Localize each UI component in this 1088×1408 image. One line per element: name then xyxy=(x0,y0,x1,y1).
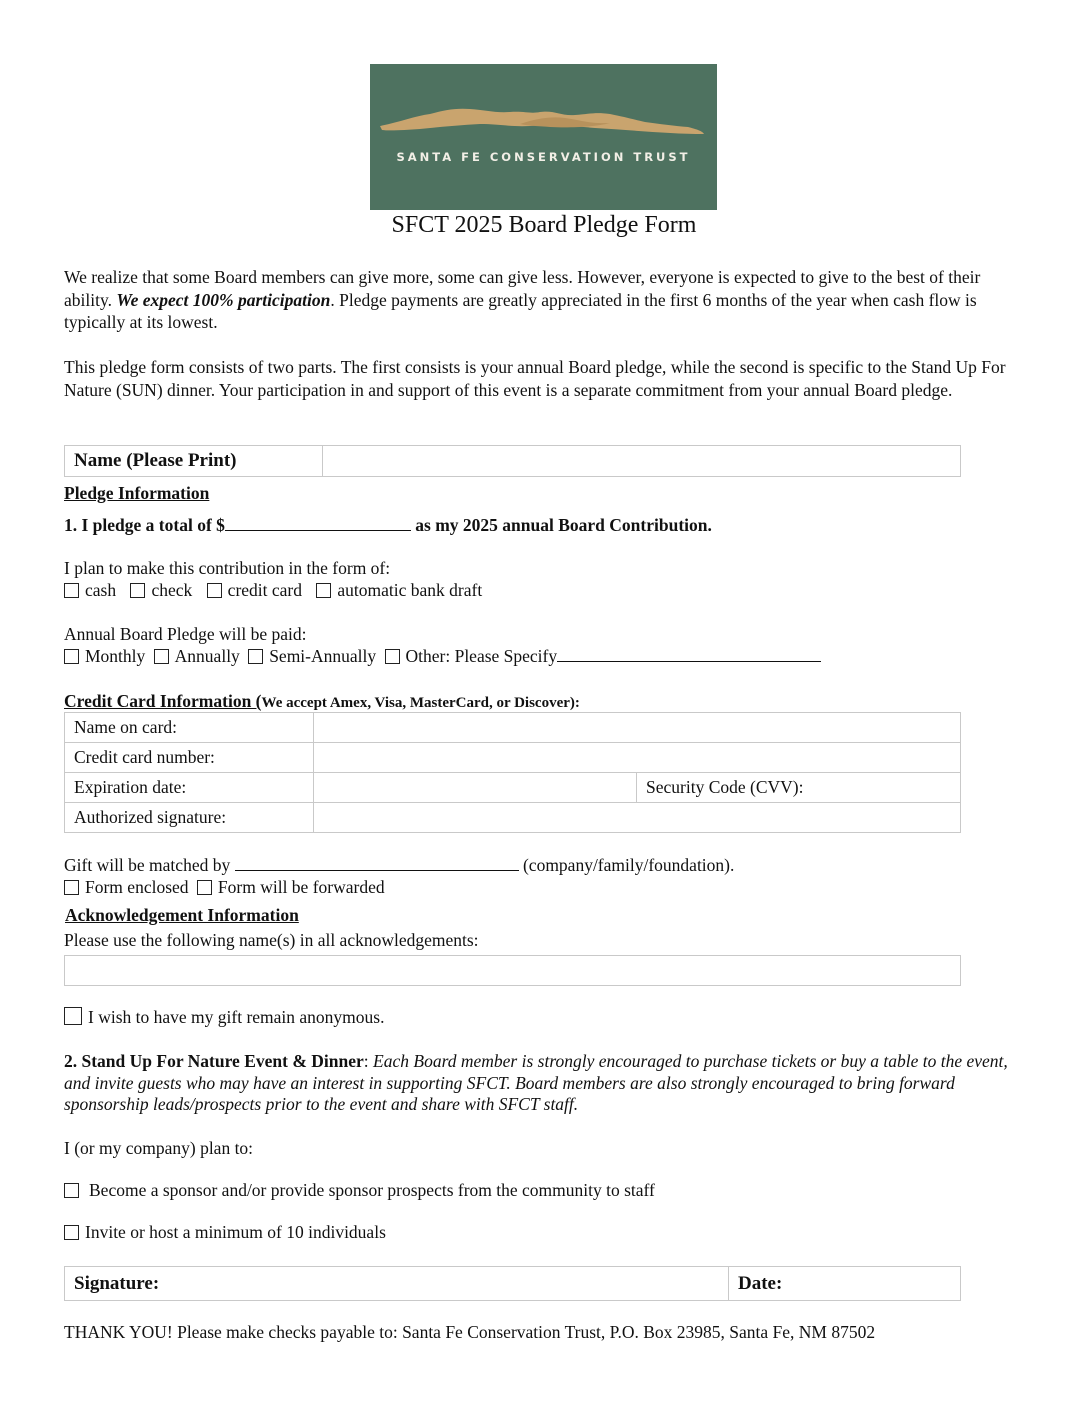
pledge-amount-post: as my 2025 annual Board Contribution. xyxy=(410,515,712,535)
card-name-input[interactable] xyxy=(313,712,961,743)
logo-org-name: SANTA FE CONSERVATION TRUST xyxy=(396,150,691,164)
card-number-input[interactable] xyxy=(313,742,961,773)
date-field[interactable]: Date: xyxy=(728,1266,961,1301)
anonymous-checkbox[interactable] xyxy=(64,1007,82,1025)
sun-event-paragraph xyxy=(64,1051,1024,1116)
credit-card-label: credit card xyxy=(227,580,302,600)
form-forwarded-label: Form will be forwarded xyxy=(217,877,385,897)
semi-annually-label: Semi-Annually xyxy=(269,646,377,666)
cash-checkbox[interactable] xyxy=(64,583,79,598)
credit-card-heading-text: Credit Card Information ( xyxy=(64,691,262,711)
annually-checkbox[interactable] xyxy=(154,649,169,664)
contribution-form-options xyxy=(64,580,482,601)
credit-card-heading xyxy=(64,691,580,712)
signature-field[interactable]: Signature: xyxy=(64,1266,729,1301)
card-number-label: Credit card number: xyxy=(64,742,314,773)
invite-checkbox[interactable] xyxy=(64,1225,79,1240)
sun-event-heading: 2. Stand Up For Nature Event & Dinner xyxy=(64,1051,364,1071)
name-label: Name (Please Print) xyxy=(64,445,323,477)
check-label: check xyxy=(151,580,193,600)
bank-draft-label: automatic bank draft xyxy=(337,580,483,600)
monthly-checkbox[interactable] xyxy=(64,649,79,664)
sponsor-option xyxy=(64,1180,655,1201)
intro-participation-emphasis: We expect 100% participation xyxy=(116,289,331,310)
form-enclosed-label: Form enclosed xyxy=(85,877,189,897)
page-title: SFCT 2025 Board Pledge Form xyxy=(391,212,697,238)
sfct-logo xyxy=(370,64,717,210)
sun-event-colon: : xyxy=(363,1051,374,1071)
gift-match-pre: Gift will be matched by xyxy=(64,855,235,875)
invite-option xyxy=(64,1222,386,1243)
gift-match-post: (company/family/foundation). xyxy=(518,855,735,875)
gift-match-input[interactable] xyxy=(235,856,519,871)
pledge-info-heading: Pledge Information xyxy=(64,483,210,503)
authorized-signature-input[interactable] xyxy=(313,802,961,833)
sun-event-text: Each Board member is strongly encouraged to purchase tickets or buy a table to the event, and invite guests who may have an interest in supporting SFCT. Board members are also strongly encouraged to bring forward sponsorship leads/prospects prior to the event and share with SFCT staff. xyxy=(64,1051,1008,1114)
intro-text-a: We realize that some Board members can give more, some can give less. However, everyone is expected to give to the best of their ability. xyxy=(64,267,981,310)
plan-prompt: I (or my company) plan to: xyxy=(64,1138,254,1158)
bank-draft-checkbox[interactable] xyxy=(316,583,331,598)
form-forwarded-checkbox[interactable] xyxy=(197,880,212,895)
authorized-signature-label: Authorized signature: xyxy=(64,802,314,833)
check-checkbox[interactable] xyxy=(130,583,145,598)
contribution-form-prompt: I plan to make this contribution in the form of: xyxy=(64,558,391,578)
acknowledgement-heading: Acknowledgement Information xyxy=(65,905,299,925)
sponsor-checkbox[interactable] xyxy=(64,1183,79,1198)
card-name-label: Name on card: xyxy=(64,712,314,743)
cvv-field[interactable]: Security Code (CVV): xyxy=(636,772,961,803)
acknowledgement-name-input[interactable] xyxy=(64,955,961,986)
acknowledgement-prompt: Please use the following name(s) in all acknowledgements: xyxy=(64,930,479,950)
other-checkbox[interactable] xyxy=(385,649,400,664)
match-form-options xyxy=(64,877,385,898)
sponsor-label: Become a sponsor and/or provide sponsor prospects from the community to staff xyxy=(89,1180,655,1200)
gift-match-line xyxy=(64,855,734,876)
semi-annually-checkbox[interactable] xyxy=(248,649,263,664)
other-label: Other: Please Specify xyxy=(405,646,558,666)
monthly-label: Monthly xyxy=(85,646,146,666)
cash-label: cash xyxy=(85,580,117,600)
form-enclosed-checkbox[interactable] xyxy=(64,880,79,895)
other-specify-input[interactable] xyxy=(557,647,821,662)
anonymous-option xyxy=(64,1007,384,1028)
payment-frequency-prompt: Annual Board Pledge will be paid: xyxy=(64,624,307,644)
credit-card-accepted-note: We accept Amex, Visa, MasterCard, or Discover): xyxy=(261,695,580,711)
mountain-silhouette-icon xyxy=(370,64,717,210)
credit-card-checkbox[interactable] xyxy=(207,583,222,598)
pledge-amount-line xyxy=(64,515,712,536)
invite-label: Invite or host a minimum of 10 individuals xyxy=(85,1222,386,1242)
intro-paragraph-2: This pledge form consists of two parts. The first consists is your annual Board pledge, while the second is specific to the Stand Up For Nature (SUN) dinner. Your participation in and support of this event is a separate commitment from your annual Board pledge. xyxy=(64,357,1006,400)
footer-note: THANK YOU! Please make checks payable to: Santa Fe Conservation Trust, P.O. Box 23985, Santa Fe, NM 87502 xyxy=(64,1322,876,1342)
expiration-label: Expiration date: xyxy=(64,772,314,803)
intro-paragraph-1 xyxy=(64,266,1024,334)
pledge-amount-input[interactable] xyxy=(225,516,411,531)
pledge-amount-pre: 1. I pledge a total of $ xyxy=(64,515,225,535)
annually-label: Annually xyxy=(174,646,240,666)
anonymous-label: I wish to have my gift remain anonymous. xyxy=(88,1007,385,1027)
expiration-input[interactable] xyxy=(313,772,637,803)
payment-frequency-options xyxy=(64,646,821,667)
name-input[interactable] xyxy=(322,445,961,477)
intro-text-c: . Pledge payments are greatly appreciated in the first 6 months of the year when cash flow is typically at its lowest. xyxy=(64,289,977,332)
